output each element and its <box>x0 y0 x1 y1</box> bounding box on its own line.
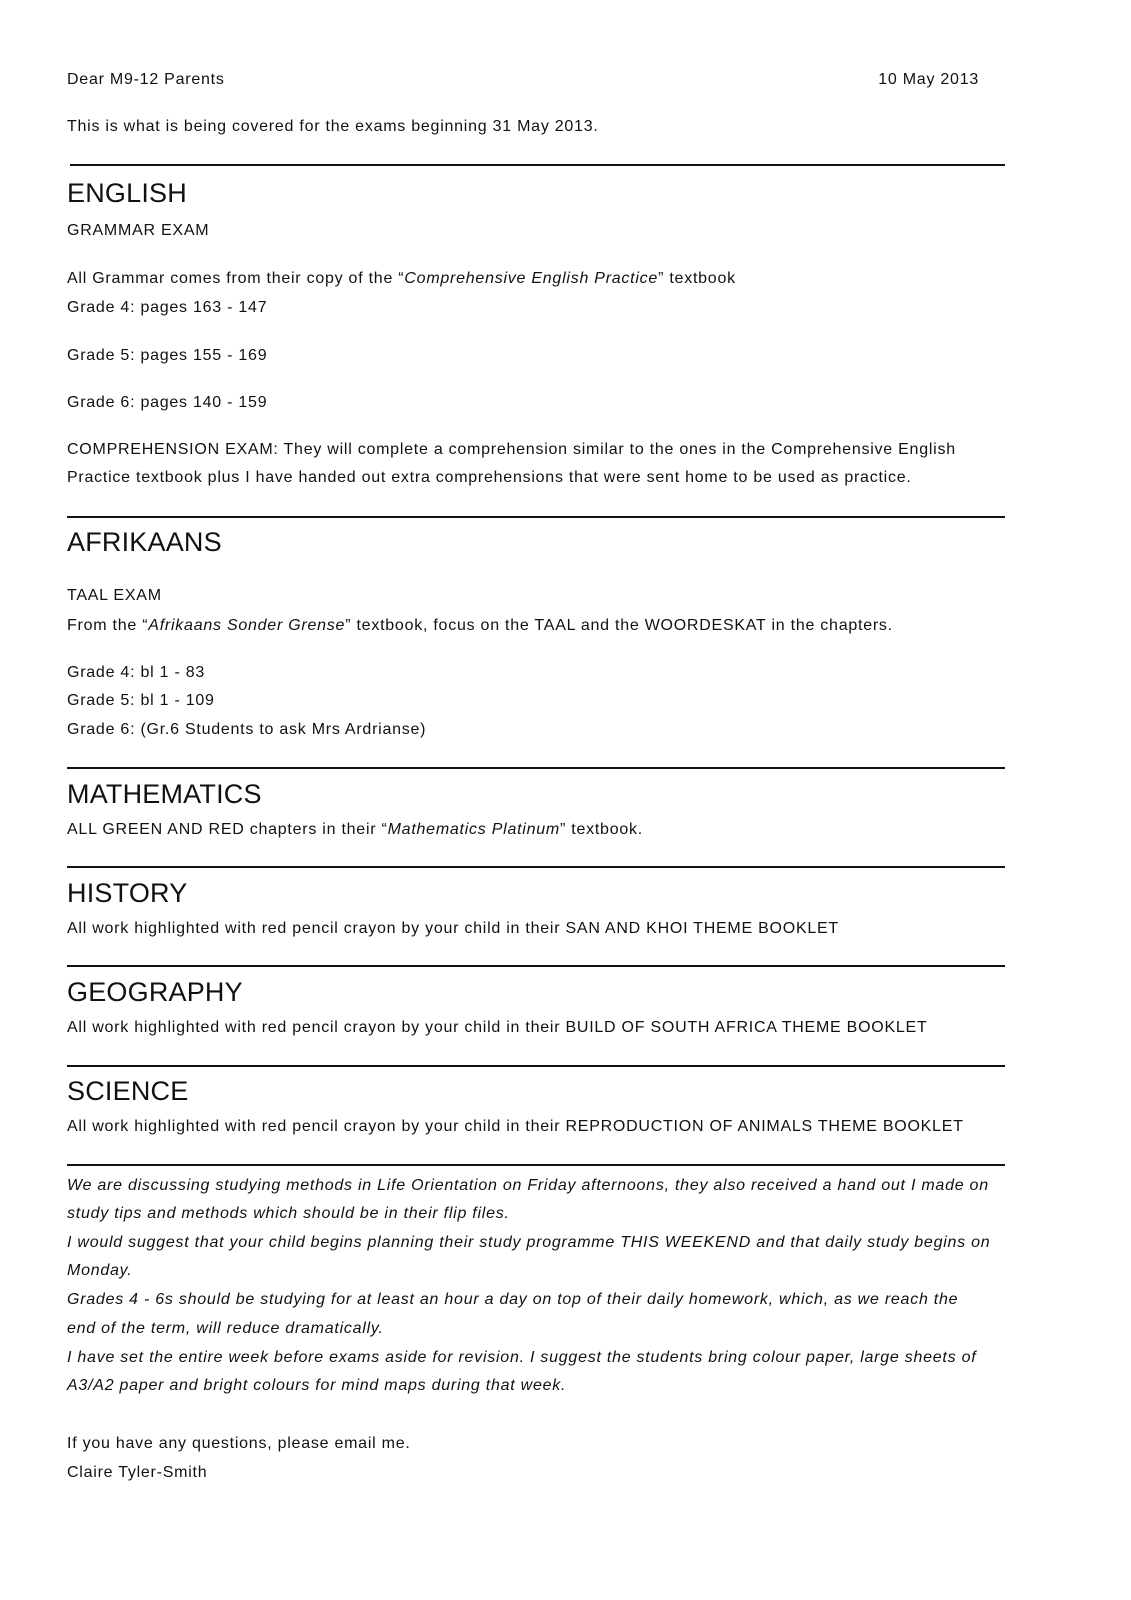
note-line: end of the term, will reduce dramatically. <box>67 1320 384 1337</box>
history-text: All work highlighted with red pencil crayon by your child in their SAN AND KHOI THEME BOOKLET <box>67 920 839 937</box>
section-title-english: ENGLISH <box>67 178 187 208</box>
section-title-afrikaans: AFRIKAANS <box>67 527 222 557</box>
section-title-geography: GEOGRAPHY <box>67 977 243 1007</box>
divider <box>67 516 1005 518</box>
note-line: I have set the entire week before exams aside for revision. I suggest the students bring colour paper, large sheets of <box>67 1349 977 1366</box>
grammar-source <box>67 269 736 289</box>
comprehension-text: COMPREHENSION EXAM: They will complete a comprehension similar to the ones in the Comprehensive English <box>67 441 956 458</box>
comprehension-text: Practice textbook plus I have handed out extra comprehensions that were sent home to be used as practice. <box>67 469 912 486</box>
book-title: Mathematics Platinum <box>387 821 560 838</box>
grade-line: Grade 4: bl 1 - 83 <box>67 664 206 681</box>
grade-line: Grade 4: pages 163 - 147 <box>67 299 268 316</box>
geography-text: All work highlighted with red pencil crayon by your child in their BUILD OF SOUTH AFRICA THEME BOOKLET <box>67 1019 928 1036</box>
grade-line: Grade 6: pages 140 - 159 <box>67 394 268 411</box>
divider <box>70 164 1005 166</box>
book-title: Afrikaans Sonder Grense <box>148 617 346 634</box>
grade-line: Grade 5: bl 1 - 109 <box>67 692 215 709</box>
grammar-heading: GRAMMAR EXAM <box>67 222 210 239</box>
section-title-mathematics: MATHEMATICS <box>67 779 262 809</box>
science-text: All work highlighted with red pencil crayon by your child in their REPRODUCTION OF ANIMALS THEME BOOKLET <box>67 1118 964 1135</box>
divider <box>67 965 1005 967</box>
greeting: Dear M9-12 Parents <box>67 71 225 88</box>
book-title: Comprehensive English Practice <box>404 270 659 287</box>
note-line: A3/A2 paper and bright colours for mind maps during that week. <box>67 1377 567 1394</box>
text: All Grammar comes from their copy of the “ <box>67 270 405 287</box>
section-title-history: HISTORY <box>67 878 188 908</box>
letter-date: 10 May 2013 <box>878 71 979 88</box>
divider <box>67 866 1005 868</box>
mathematics-text <box>67 820 643 840</box>
grade-line: Grade 5: pages 155 - 169 <box>67 347 268 364</box>
divider <box>67 767 1005 769</box>
taal-heading: TAAL EXAM <box>67 587 162 604</box>
note-line: study tips and methods which should be in their flip files. <box>67 1205 510 1222</box>
text: ” textbook. <box>559 821 643 838</box>
note-line: We are discussing studying methods in Life Orientation on Friday afternoons, they also received a hand out I made on <box>67 1177 989 1194</box>
section-title-science: SCIENCE <box>67 1076 189 1106</box>
text: ” textbook <box>658 270 736 287</box>
text: ALL GREEN AND RED chapters in their “ <box>67 821 388 838</box>
closing-line: If you have any questions, please email me. <box>67 1435 411 1452</box>
taal-source <box>67 616 893 636</box>
signature: Claire Tyler-Smith <box>67 1464 208 1481</box>
grade-line: Grade 6: (Gr.6 Students to ask Mrs Ardrianse) <box>67 721 427 738</box>
intro-text: This is what is being covered for the exams beginning 31 May 2013. <box>67 118 599 135</box>
text: From the “ <box>67 617 149 634</box>
note-line: Monday. <box>67 1262 133 1279</box>
note-line: I would suggest that your child begins planning their study programme THIS WEEKEND and that daily study begins on <box>67 1234 991 1251</box>
text: ” textbook, focus on the TAAL and the WOORDESKAT in the chapters. <box>345 617 893 634</box>
divider <box>67 1164 1005 1166</box>
divider <box>67 1065 1005 1067</box>
note-line: Grades 4 - 6s should be studying for at least an hour a day on top of their daily homework, which, as we reach the <box>67 1291 959 1308</box>
